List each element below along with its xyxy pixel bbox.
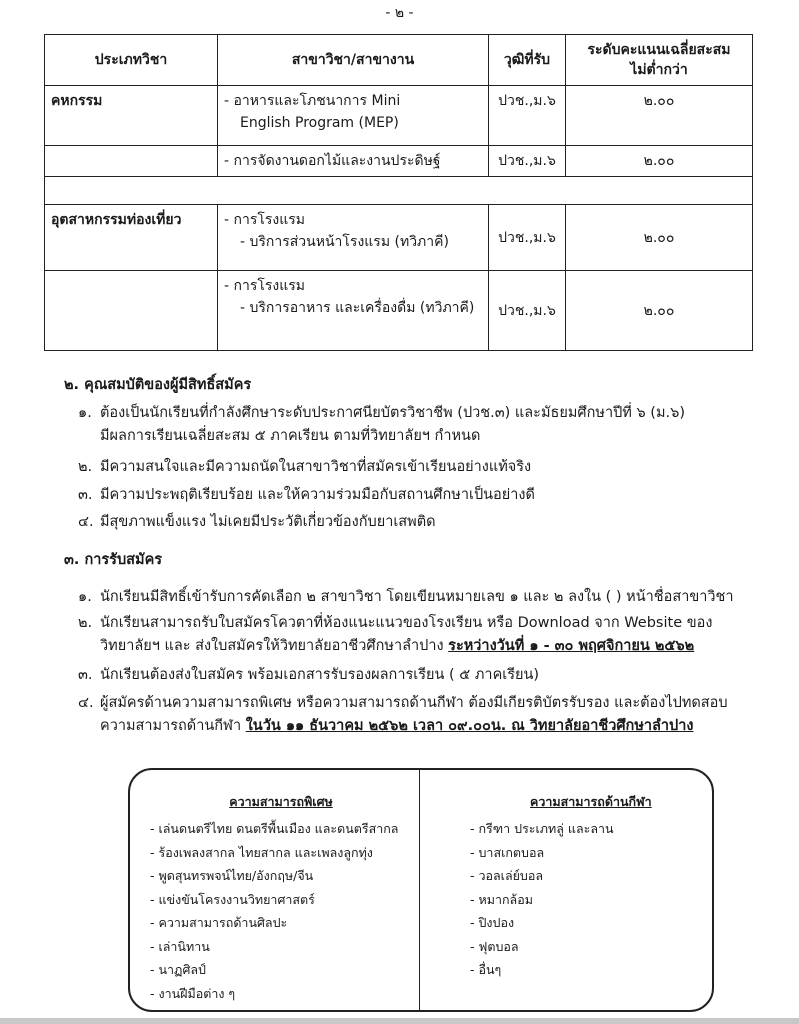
qualification-cell: ปวช.,ม.๖ (489, 146, 566, 177)
subject-cell (218, 146, 489, 177)
subject-line: - การจัดงานดอกไม้และงานประดิษฐ์ (224, 153, 441, 169)
box-divider (419, 770, 420, 1010)
gpa-cell: ๒.๐๐ (566, 205, 753, 271)
sports-abilities-column (470, 792, 690, 982)
header-qualification: วุฒิที่รับ (489, 35, 566, 86)
subject-line: - อาหารและโภชนาการ Mini (224, 93, 401, 109)
list-item (78, 456, 531, 479)
table-row (45, 271, 753, 351)
item-continuation: ความสามารถด้านกีฬา (100, 718, 246, 734)
item-number: ๑. (78, 405, 92, 421)
table-row (45, 146, 753, 177)
list-item: - พูดสุนทรพจน์ไทย/อังกฤษ/จีน (150, 868, 314, 883)
list-item: - ฟุตบอล (470, 938, 519, 954)
item-number: ๓. (78, 667, 93, 683)
item-text: ต้องเป็นนักเรียนที่กำลังศึกษาระดับประกาศนียบัตรวิชาชีพ (ปวช.๓) และมัธยมศึกษาปีที่ ๖ (ม.๖) (100, 405, 685, 421)
header-category: ประเภทวิชา (45, 35, 218, 86)
page-number: - ๒ - (385, 5, 414, 21)
table-spacer-row (45, 177, 753, 205)
list-item: - วอลเล่ย์บอล (470, 868, 544, 883)
section-3-heading: ๓. การรับสมัคร (64, 552, 163, 568)
item-text: ผู้สมัครด้านความสามารถพิเศษ หรือความสามารถด้านกีฬา ต้องมีเกียรติบัตรรับรอง และต้องไปทดสอบ (100, 695, 728, 711)
subject-cell (218, 86, 489, 146)
list-item: - แข่งขันโครงงานวิทยาศาสตร์ (150, 891, 315, 907)
subject-line: - บริการส่วนหน้าโรงแรม (ทวิภาคี) (240, 234, 449, 250)
item-number: ๔. (78, 514, 94, 530)
subject-line: - การโรงแรม (224, 278, 306, 294)
item-text: นักเรียนสามารถรับใบสมัครโควตาที่ห้องแนะแนวของโรงเรียน หรือ Download จาก Website ของ (100, 615, 713, 631)
header-gpa (566, 35, 753, 86)
subject-cell (218, 205, 489, 271)
item-text: นักเรียนมีสิทธิ์เข้ารับการคัดเลือก ๒ สาขาวิชา โดยเขียนหมายเลข ๑ และ ๒ ลงใน ( ) หน้าชื่อสาขาวิชา (100, 589, 734, 605)
item-continuation: วิทยาลัยฯ และ ส่งใบสมัครให้วิทยาลัยอาชีวศึกษาลำปาง (100, 638, 449, 654)
list-item (78, 484, 535, 507)
item-number: ๒. (78, 615, 93, 631)
test-date: ในวัน ๑๑ ธันวาคม ๒๕๖๒ เวลา ๐๙.๐๐น. ณ วิทยาลัยอาชีวศึกษาลำปาง (245, 718, 694, 734)
gpa-cell: ๒.๐๐ (566, 146, 753, 177)
qualification-cell: ปวช.,ม.๖ (489, 205, 566, 271)
item-number: ๑. (78, 589, 92, 605)
list-item: - ร้องเพลงสากล ไทยสากล และเพลงลูกทุ่ง (150, 844, 373, 860)
page-bottom-edge (0, 1018, 799, 1024)
list-item: - งานฝีมือต่าง ๆ (150, 985, 236, 1001)
item-number: ๓. (78, 487, 93, 503)
spacer-cell (45, 177, 753, 205)
header-gpa-line2: ไม่ต่ำกว่า (630, 62, 688, 78)
list-item (78, 402, 685, 448)
list-item: - นาฏศิลป์ (150, 962, 206, 977)
category-cell (45, 271, 218, 351)
table-row (45, 205, 753, 271)
special-abilities-heading: ความสามารถพิเศษ (229, 794, 333, 809)
subjects-table (44, 34, 753, 351)
section-2-heading: ๒. คุณสมบัติของผู้มีสิทธิ์สมัคร (64, 377, 252, 393)
category-cell (45, 146, 218, 177)
date-range: ระหว่างวันที่ ๑ - ๓๐ พฤศจิกายน ๒๕๖๒ (448, 638, 695, 654)
list-item: - เล่านิทาน (150, 938, 210, 954)
table-header-row (45, 35, 753, 86)
list-item: - อื่นๆ (470, 962, 502, 977)
item-number: ๒. (78, 459, 93, 475)
list-item: - หมากล้อม (470, 891, 533, 907)
list-item: - ปิงปอง (470, 915, 515, 930)
item-text: มีสุขภาพแข็งแรง ไม่เคยมีประวัติเกี่ยวข้องกับยาเสพติด (100, 514, 436, 530)
list-item (78, 511, 436, 534)
item-number: ๔. (78, 695, 94, 711)
list-item (78, 586, 734, 609)
subject-line: - การโรงแรม (224, 212, 306, 228)
gpa-cell: ๒.๐๐ (566, 271, 753, 351)
list-item (78, 692, 728, 738)
special-abilities-column (150, 792, 412, 1005)
header-subject: สาขาวิชา/สาขางาน (218, 35, 489, 86)
item-text: มีความประพฤติเรียบร้อย และให้ความร่วมมือกับสถานศึกษาเป็นอย่างดี (100, 487, 535, 503)
subject-line: English Program (MEP) (240, 115, 399, 131)
abilities-box (128, 768, 714, 1012)
list-item: - ความสามารถด้านศิลปะ (150, 915, 288, 930)
item-continuation: มีผลการเรียนเฉลี่ยสะสม ๕ ภาคเรียน ตามที่วิทยาลัยฯ กำหนด (100, 428, 481, 444)
list-item: - กรีฑา ประเภทลู่ และลาน (470, 821, 614, 836)
table-row (45, 86, 753, 146)
qualification-cell: ปวช.,ม.๖ (489, 86, 566, 146)
subject-cell (218, 271, 489, 351)
list-item (78, 612, 712, 658)
gpa-cell: ๒.๐๐ (566, 86, 753, 146)
item-text: มีความสนใจและมีความถนัดในสาขาวิชาที่สมัครเข้าเรียนอย่างแท้จริง (100, 459, 532, 475)
category-cell: อุตสาหกรรมท่องเที่ยว (45, 205, 218, 271)
list-item: - บาสเกตบอล (470, 844, 545, 860)
list-item (78, 664, 539, 687)
qualification-cell: ปวช.,ม.๖ (489, 271, 566, 351)
subject-line: - บริการอาหาร และเครื่องดื่ม (ทวิภาคี) (240, 300, 475, 316)
item-text: นักเรียนต้องส่งใบสมัคร พร้อมเอกสารรับรองผลการเรียน ( ๕ ภาคเรียน) (100, 667, 540, 683)
sports-abilities-heading: ความสามารถด้านกีฬา (530, 794, 652, 809)
category-cell: คหกรรม (45, 86, 218, 146)
header-gpa-line1: ระดับคะแนนเฉลี่ยสะสม (587, 42, 731, 58)
list-item: - เล่นดนตรีไทย ดนตรีพื้นเมือง และดนตรีสากล (150, 821, 399, 836)
